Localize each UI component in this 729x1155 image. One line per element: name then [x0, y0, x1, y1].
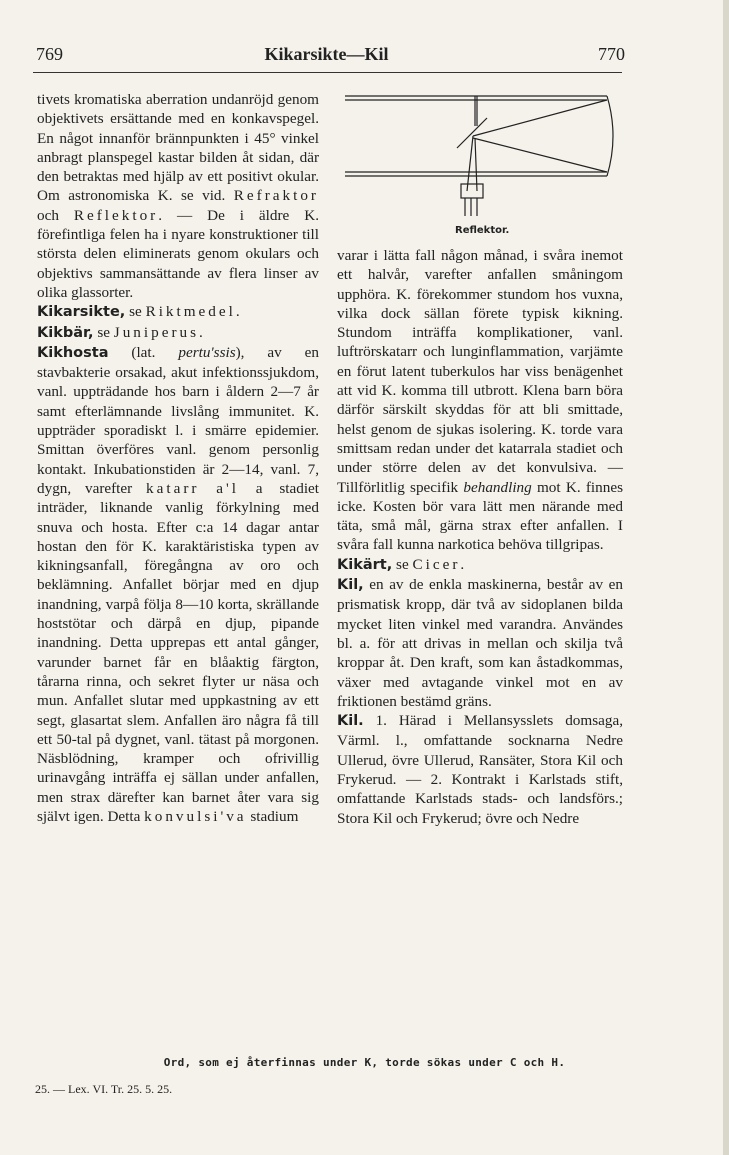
entry-kil-harad: [337, 711, 623, 828]
paragraph-kikhosta-cont: [337, 246, 623, 555]
headword: Kil.: [337, 713, 364, 730]
left-column: [37, 90, 319, 826]
page-number-left: 769: [36, 44, 63, 64]
page-number-right: 770: [598, 44, 625, 64]
text-run: se: [392, 555, 413, 573]
paragraph-telescope-end: [37, 90, 319, 302]
text-run: tivets kromatiska aberration undanröjd genom objektivets ersättande med en konkavspegel. En något innanför brännpunkten i 45° vinkel anbragt planspegel kastar bilden åt sidan, där den betraktas med hjälp av ett positivt okular. Om astronomiska K. se vid.: [37, 91, 319, 205]
text-run: 1. Härad i Mellansysslets domsaga, Värml. l., omfattande socknarna Nedre Ullerud, övre Ullerud, Ransäter, Stora Kil och Frykerud. — 2. Kontrakt i Karlstads stift, omfattande Karlstads stads- och landsförs.; Stora Kil och Frykerud; övre och Nedre: [337, 712, 623, 827]
figure-caption: Reflektor.: [455, 225, 510, 236]
headword: Kikärt,: [337, 556, 393, 573]
text-run: se: [125, 303, 146, 321]
entry-kikart: Kikärt, se Cicer.: [337, 555, 465, 573]
cross-reference: Riktmedel: [145, 303, 236, 321]
right-column: [337, 246, 623, 828]
entry-kikhosta: [37, 343, 319, 826]
entry-kil: [337, 575, 623, 711]
print-line: 25. — Lex. VI. Tr. 25. 5. 25.: [35, 1082, 173, 1096]
text-run: (lat.: [108, 343, 179, 361]
entry-kikarsikte: Kikarsikte, se Riktmedel.: [37, 303, 240, 321]
text-run: ), av en stavbakterie orsakad, akut infektionssjukdom, vanl. uppträdande hos barn i åldern 2—7 år samt efterlämnande livslång immunitet. K. uppträder sporadiskt l. i smärre epidemier. Smittan överföres vanl. genom personlig kontakt. Inkubationstiden är 2—14, vanl. 7, dygn, varefter: [37, 343, 319, 497]
text-run: se: [93, 323, 114, 341]
text-run: varar i lätta fall någon månad, i svåra inemot ett halvår, varefter anfallen småningom upphöra. K. förekommer stundom hos vuxna, vilka dock sällan förete typisk kikning. Stundom inträffa komplikationer, vanl. luftrörskatarr och lunginflammation, varjämte en förut latent tuberkulos har viss benägenhet att vid K. komma till utbrott. Klena barn böra därför särskilt skyddas för att bli smittade, helst genom de sjukas isolering. K. torde vara smittsam redan under det katarrala stadiet och under större delen av det konvulsiva. — Tillförlitlig specifik: [337, 247, 623, 496]
headword: Kikbär,: [37, 324, 94, 341]
concave-mirror: [607, 96, 613, 176]
text-run: och: [37, 206, 74, 224]
text-run: stadium: [246, 807, 299, 825]
text-run: stadiet inträder, liknande vanlig förkylning med snuva och hosta. Efter c:a 14 dagar antar hostan den för K. karaktäristiska typen av kikningsanfall, föregångna av oro och beklämning. Anfallet börjar med en djup inandning, varpå följa 8—10 korta, skrällande hoststötar och därpå en djup, pipande inandning. Detta upprepas ett antal gånger, varunder barnet får en blåaktig färgton, tårarna rinna, och sekret flyter ur näsa och mun. Anfallet slutar med uppkastning av ett segt, glasartat slem. Anfallen äro några få till ett 50-tal på dygnet, vanl. tätast på morgonen. Näsblödning, kramper och ofrivillig urinavgång inträffa ej sällan under anfallen, men strax därefter kan barnet åter vara sig självt igen. Detta: [37, 479, 319, 825]
footer-note: Ord, som ej återfinnas under K, torde sökas under C och H.: [163, 1056, 566, 1069]
spaced-term: konvulsi'va: [144, 807, 247, 825]
entry-kikbar: Kikbär, se Juniperus.: [37, 323, 203, 341]
reflector-diagram: [337, 86, 623, 244]
headword: Kikarsikte,: [37, 304, 126, 321]
spaced-term: katarr a'l a: [146, 479, 266, 497]
header-rule: [33, 72, 622, 73]
page-header: [32, 44, 625, 70]
headword: Kikhosta: [37, 344, 109, 361]
eyepiece: [461, 184, 483, 198]
headword: Kil,: [337, 577, 364, 594]
latin-term: pertu'ssis: [178, 343, 236, 361]
cross-reference: Cicer: [412, 555, 461, 573]
text-run: . — De i äldre K. förefintliga felen ha i nyare konstruktioner till största delen eliminerats genom okulars och objektivs sammansättande av flera linser av olika glassorter.: [37, 206, 319, 301]
italic-term: behandling: [463, 478, 532, 496]
text-run: en av de enkla maskinerna, består av en prismatisk kropp, där två av sidoplanen bilda mycket liten vinkel med varandra. Användes bl. a. för att drivas in mellan och skilja två kroppar åt. Den kraft, som kan åstadkommas, växer med avtagande vinkel mot en av friktionen bestämd gräns.: [337, 576, 623, 710]
page-edge: [723, 0, 729, 1155]
cross-reference: Refraktor: [233, 187, 319, 205]
text-run: mot K. finnes icke. Kosten bör vara lätt men närande med täta, små mål, gärna strax efter anfallen. I svåra fall kunna narkotica behöva tillgripas.: [337, 478, 623, 554]
cross-reference: Juniperus: [113, 323, 200, 341]
running-title: Kikarsikte—Kil: [264, 44, 389, 64]
cross-reference: Reflektor: [73, 206, 159, 224]
